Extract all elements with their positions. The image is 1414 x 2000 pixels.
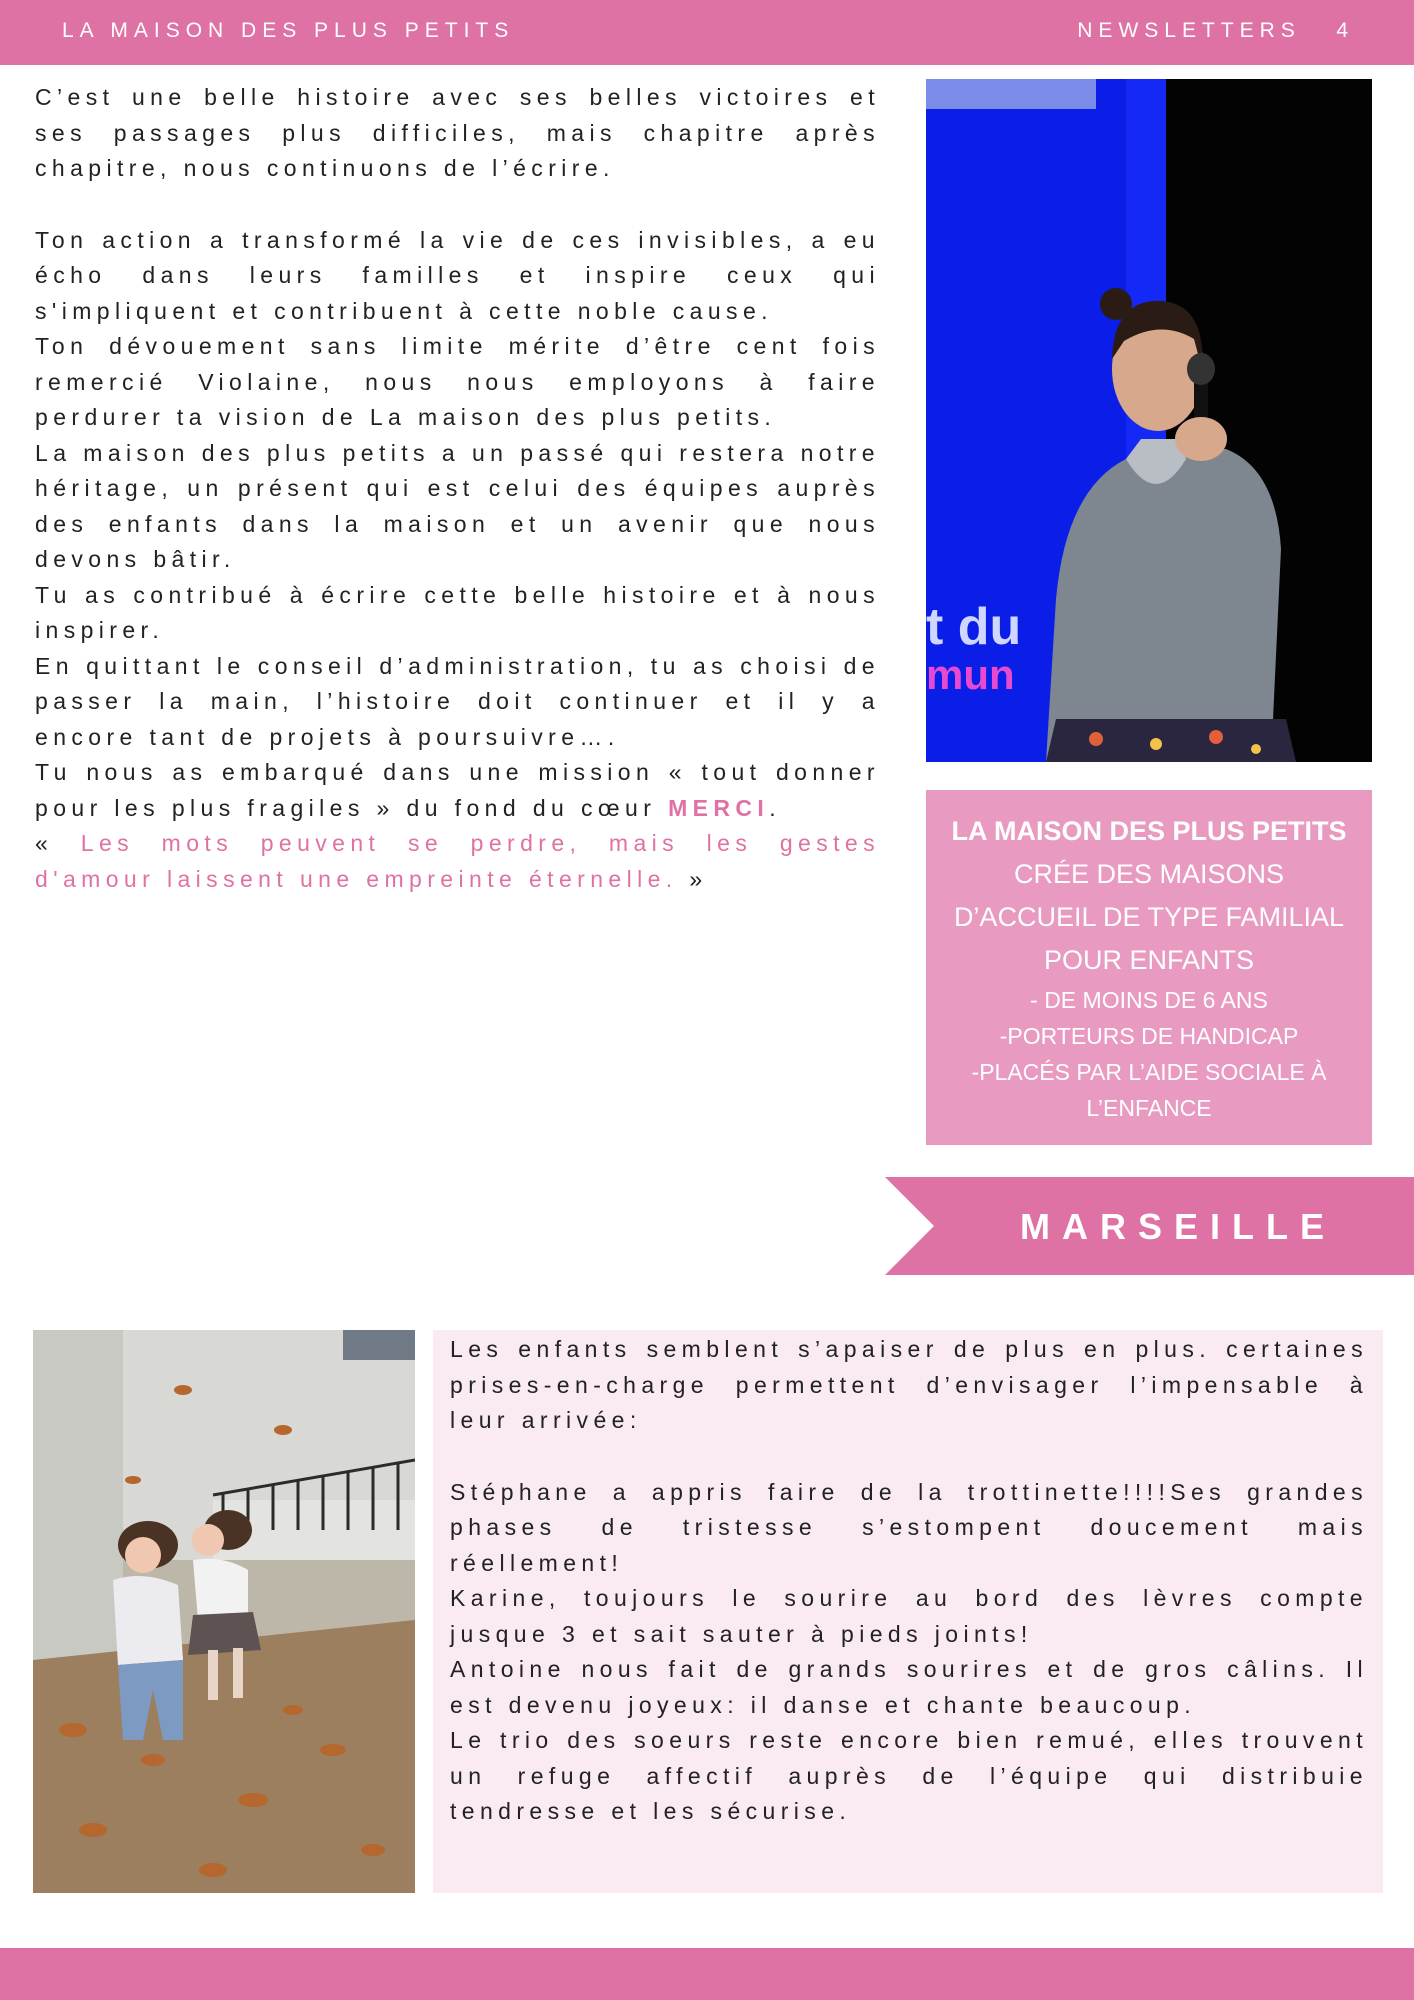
marseille-paragraph: Les enfants semblent s’apaiser de plus en plus. certaines prises-en-charge permettent d’envisager l’impensable à leur arrivée:	[450, 1336, 1368, 1433]
tribute-paragraph: Ton dévouement sans limite mérite d’être cent fois remercié Violaine, nous nous employons à faire perdurer ta vision de La maison des plus petits.	[35, 333, 880, 430]
mission-criteria-1: - DE MOINS DE 6 ANS	[1030, 987, 1268, 1013]
tribute-paragraph: En quittant le conseil d’administration, tu as choisi de passer la main, l’histoire doit continuer et il y a encore tant de projets à poursuivre….	[35, 652, 880, 750]
merci-highlight: MERCI	[668, 794, 770, 821]
header-section-label: NEWSLETTERS	[1077, 19, 1301, 42]
header-section	[1077, 19, 1354, 43]
tribute-text	[35, 80, 880, 897]
marseille-paragraph: Karine, toujours le sourire au bord des lèvres compte jusque 3 et sait sauter à pieds joints!	[450, 1585, 1368, 1647]
section-title-marseille: MARSEILLE	[1020, 1206, 1337, 1247]
mission-infobox	[926, 790, 1372, 1145]
tribute-mission-text: Tu nous as embarqué dans une mission « tout donner pour les plus fragiles » du fond du cœur	[35, 759, 880, 821]
mission-org-name: LA MAISON DES PLUS PETITS	[951, 816, 1347, 846]
marseille-paragraph: Le trio des soeurs reste encore bien remué, elles trouvent un refuge affectif auprès de l’équipe qui distribuie tendresse et les sécurise.	[450, 1727, 1368, 1824]
children-photo	[33, 1330, 415, 1893]
tribute-paragraph: Ton action a transformé la vie de ces invisibles, a eu écho dans leurs familles et inspire ceux qui s'impliquent et contribuent à cette noble cause.	[35, 226, 880, 324]
mission-criteria-3: -PLACÉS PAR L’AIDE SOCIALE À L’ENFANCE	[971, 1059, 1327, 1121]
footer-bar	[0, 1948, 1414, 2000]
mission-criteria-2: -PORTEURS DE HANDICAP	[999, 1023, 1299, 1049]
marseille-paragraph: Antoine nous fait de grands sourires et de gros câlins. Il est devenu joyeux: il danse et chante beaucoup.	[450, 1656, 1368, 1718]
svg-text:mun: mun	[926, 651, 1015, 698]
marseille-paragraph: Stéphane a appris faire de la trottinette!!!!Ses grandes phases de tristesse s’estompent doucement mais réellement!	[450, 1478, 1368, 1576]
page-number: 4	[1336, 19, 1354, 42]
quote-close: »	[677, 865, 708, 892]
header-bar	[0, 0, 1414, 65]
mission-description: CRÉE DES MAISONS D’ACCUEIL DE TYPE FAMILIAL POUR ENFANTS	[953, 859, 1345, 975]
tribute-period: .	[769, 794, 781, 821]
tribute-paragraph	[35, 755, 880, 826]
quote-text: Les mots peuvent se perdre, mais les gestes d'amour laissent une empreinte éternelle.	[35, 830, 880, 892]
marseille-news-box	[433, 1330, 1383, 1893]
header-org-name: LA MAISON DES PLUS PETITS	[62, 19, 515, 42]
tribute-paragraph: La maison des plus petits a un passé qui restera notre héritage, un présent qui est celui des équipes auprès des enfants dans la maison et un avenir que nous devons bâtir.	[35, 439, 880, 572]
mission-statement	[944, 810, 1354, 982]
tribute-quote	[35, 826, 880, 897]
svg-text:t du: t du	[926, 598, 1022, 656]
tribute-paragraph: Tu as contribué à écrire cette belle histoire et à nous inspirer.	[35, 581, 880, 643]
quote-open: «	[35, 830, 81, 856]
tribute-paragraph: C’est une belle histoire avec ses belles victoires et ses passages plus difficiles, mais chapitre après chapitre, nous continuons de l’écrire.	[35, 84, 880, 181]
speaker-photo	[926, 79, 1372, 762]
